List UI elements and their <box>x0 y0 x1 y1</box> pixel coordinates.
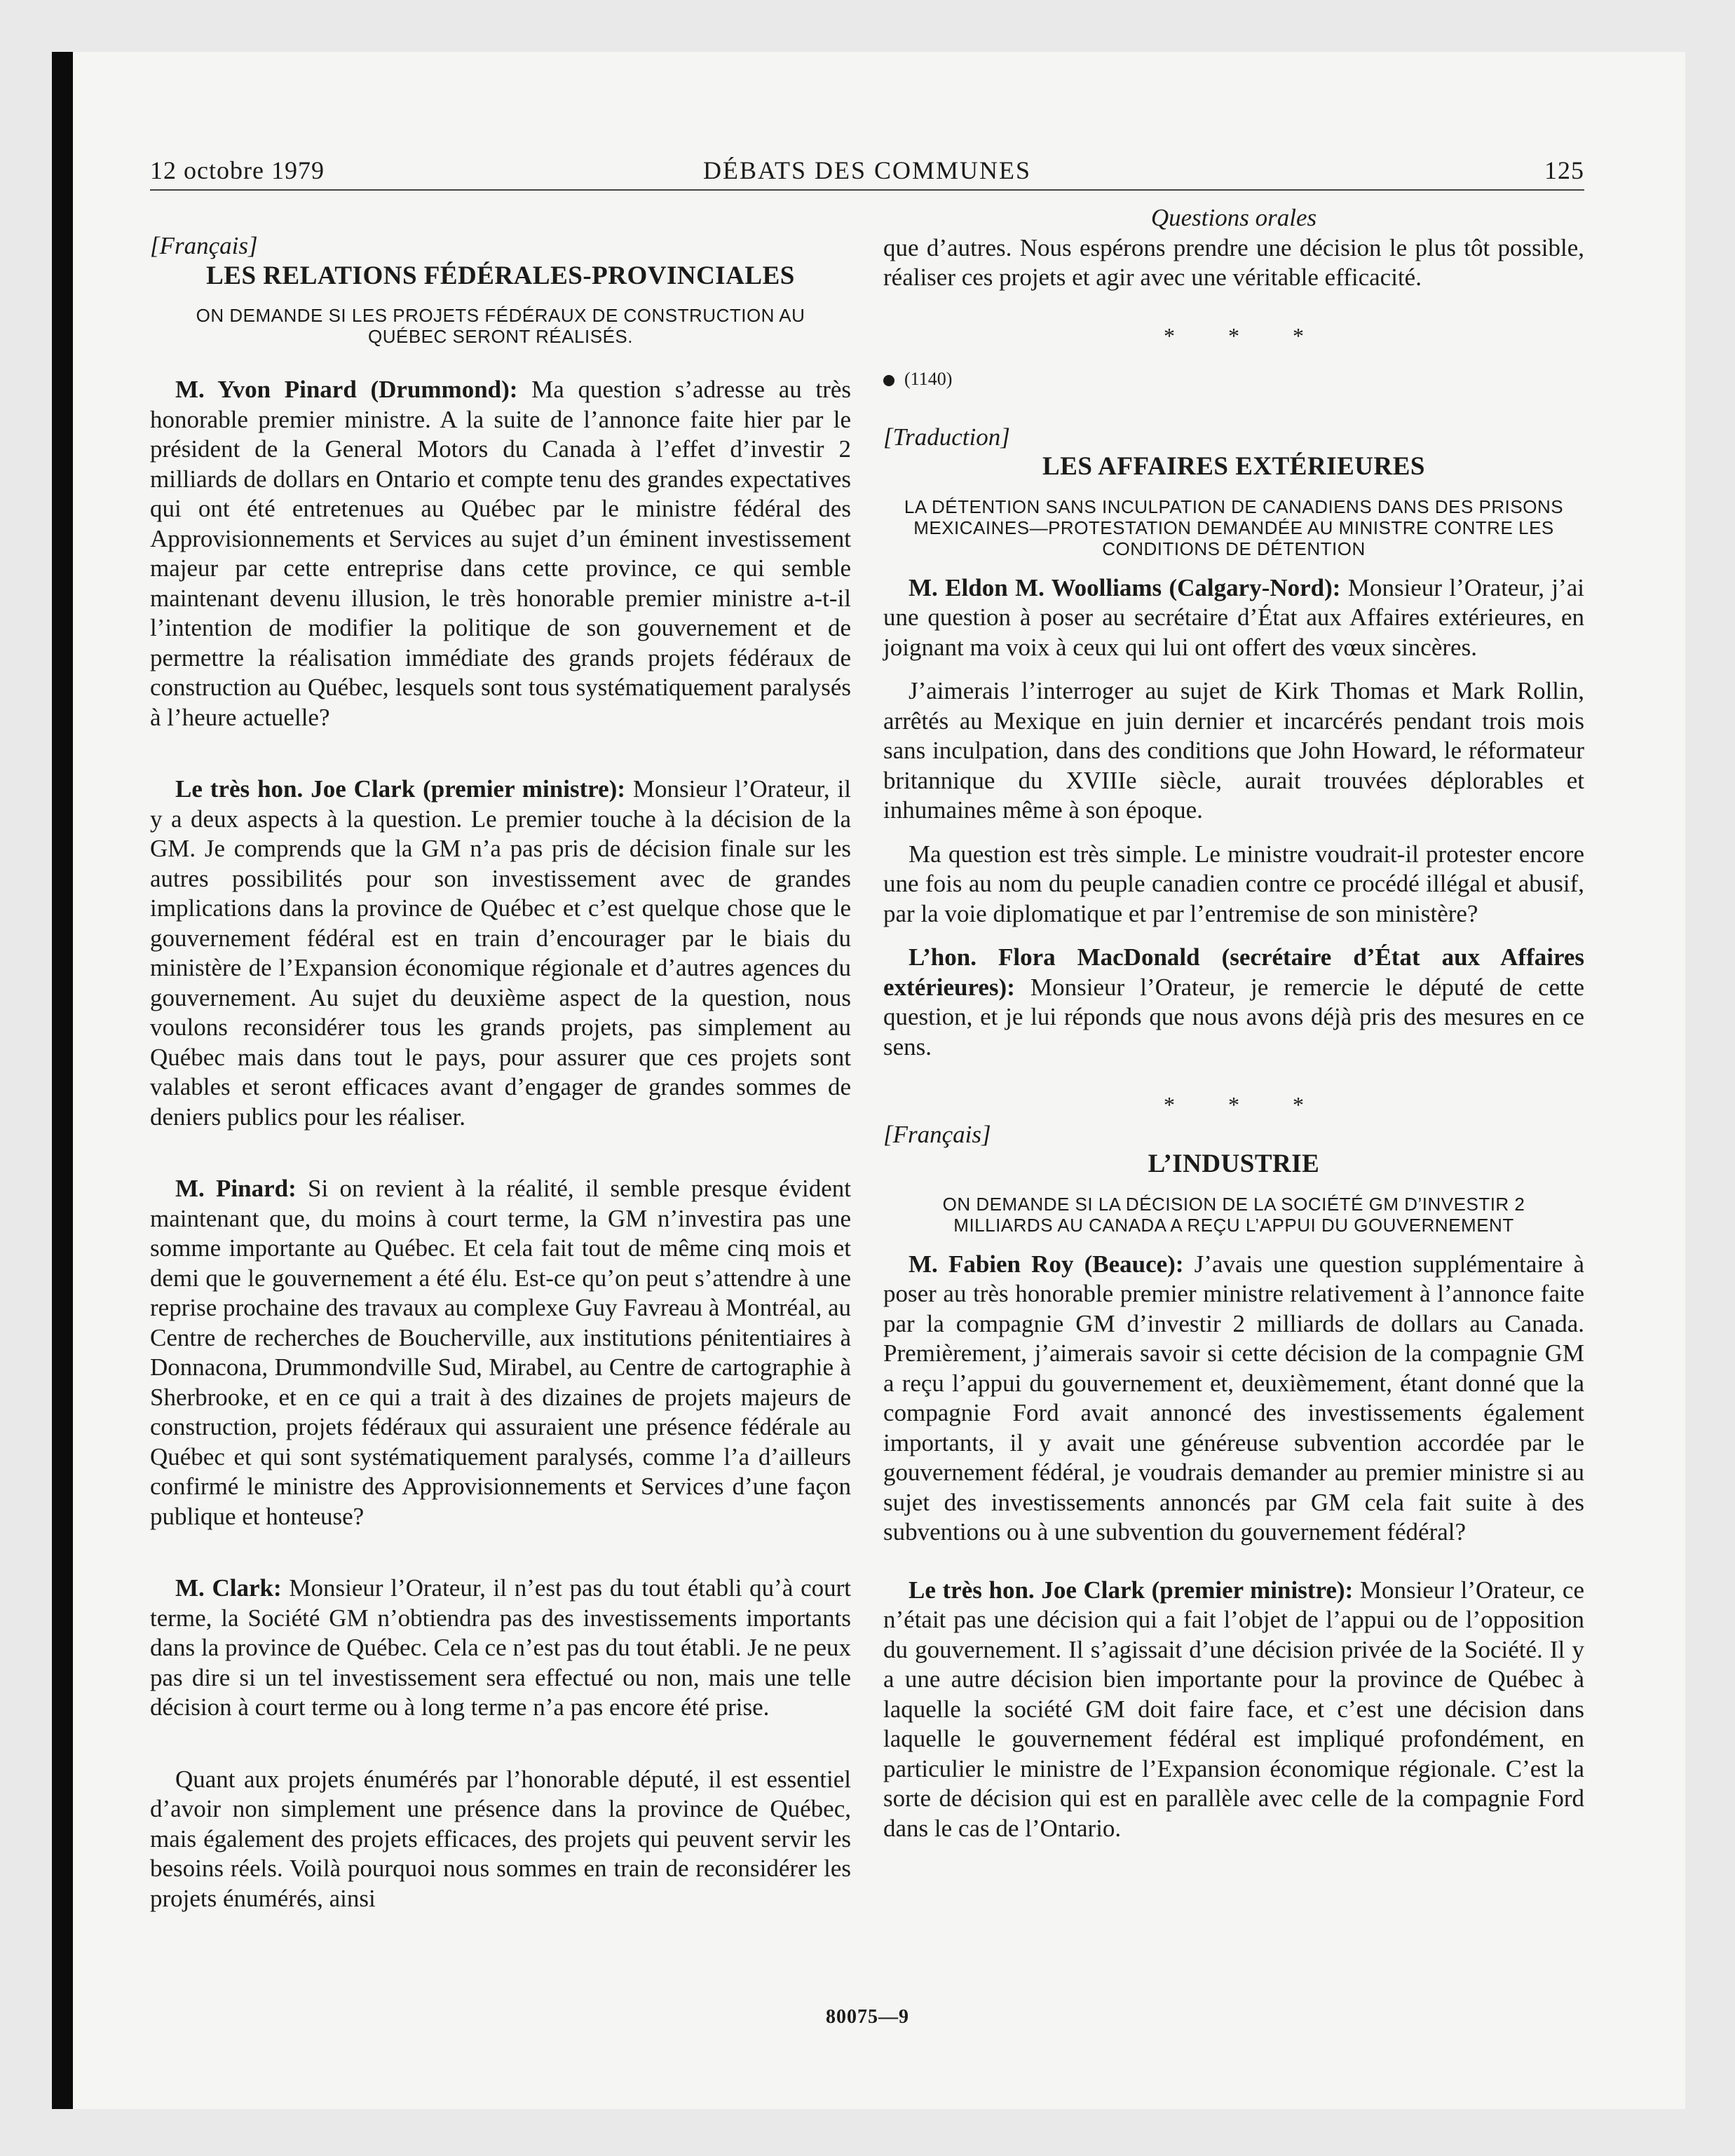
section-separator: * * * <box>1164 1092 1328 1117</box>
speech-paragraph <box>883 943 1584 1062</box>
section-subheading: ON DEMANDE SI LA DÉCISION DE LA SOCIÉTÉ GM D’INVESTIR 2 MILLIARDS AU CANADA A REÇU L’APPUI DU GOUVERNEMENT <box>942 1193 1525 1236</box>
header-date: 12 octobre 1979 <box>150 156 325 184</box>
time-marker-text: (1140) <box>904 369 953 389</box>
speech-text: Ma question s’adresse au très honorable premier ministre. A la suite de l’annonce faite hier par le président de la General Motors du Canada à l’effet d’investir 2 milliards de dollars en Ontario et compte tenu des grandes expectatives qui ont été entretenues au Québec par le ministre fédéral des Approvisionnements et Services au sujet d’un éminent investissement majeur par cette entreprise dans cette province, ce qui semble maintenant devenu illusion, le très honorable premier ministre a-t-il l’intention de modifier la politique de son gouvernement et de permettre la réalisation immédiate des grands projets fédéraux de construction au Québec, lesquels sont tous systématiquement paralysés à l’heure actuelle? <box>150 376 852 731</box>
section-heading: LES AFFAIRES EXTÉRIEURES <box>1042 452 1425 481</box>
speech-paragraph <box>883 840 1584 929</box>
language-tag: [Traduction] <box>883 423 1010 451</box>
section-label: Questions orales <box>1150 204 1317 231</box>
speech-paragraph <box>150 1174 851 1531</box>
speaker-name: Le très hon. Joe Clark (premier ministre): <box>909 1576 1354 1604</box>
right-column <box>883 203 1584 1843</box>
scan-edge <box>52 52 73 2109</box>
speech-text: Monsieur l’Orateur, je remercie le député de cette question, et je lui réponds que nous avons déjà pris des mesures en ce sens. <box>883 973 1584 1060</box>
section-subheading: ON DEMANDE SI LES PROJETS FÉDÉRAUX DE CONSTRUCTION AU QUÉBEC SERONT RÉALISÉS. <box>196 305 805 347</box>
speech-paragraph <box>883 233 1584 293</box>
speech-text: Monsieur l’Orateur, il n’est pas du tout établi qu’à court terme, la Société GM n’obtiendra pas des investissements importants dans la province de Québec. Cela ce n’est pas du tout établi. Je ne peux pas dire si un tel investissement sera effectué ou non, mais une telle décision à court terme ou à long terme n’a pas encore été prise. <box>150 1574 851 1721</box>
section-heading: LES RELATIONS FÉDÉRALES-PROVINCIALES <box>206 261 795 290</box>
speech-paragraph <box>883 1576 1584 1844</box>
speech-paragraph <box>883 676 1584 826</box>
speech-text: Ma question est très simple. Le ministre voudrait-il protester encore une fois au nom du peuple canadien contre ce procédé illégal et abusif, par la voie diplomatique et par l’entremise de son ministère? <box>883 840 1584 927</box>
speech-paragraph <box>150 1574 851 1723</box>
time-marker <box>883 364 1584 395</box>
running-header <box>150 156 1584 191</box>
bullet-dot-icon <box>883 375 894 386</box>
speech-paragraph <box>883 1250 1584 1548</box>
speaker-name: M. Pinard: <box>175 1175 297 1202</box>
speech-text: J’aimerais l’interroger au sujet de Kirk Thomas et Mark Rollin, arrêtés au Mexique en juin dernier et incarcérés pendant trois mois sans inculpation, dans des conditions que John Howard, le réformateur britannique du XVIIIe siècle, aurait trouvées déplorables et inhumaines même à son époque. <box>883 677 1584 824</box>
speech-paragraph <box>150 775 851 1132</box>
speech-paragraph <box>883 573 1584 663</box>
section-heading: L’INDUSTRIE <box>1148 1149 1320 1178</box>
header-title: DÉBATS DES COMMUNES <box>702 156 1032 184</box>
speech-paragraph <box>150 375 851 732</box>
left-column <box>150 203 851 1913</box>
language-tag: [Français] <box>150 232 258 259</box>
speech-text: Monsieur l’Orateur, il y a deux aspects à la question. Le premier touche à la décision de la GM. Je comprends que la GM n’a pas pris de décision finale sur les autres possibilités pour son investissement avec de grandes implications dans la province de Québec et c’est quelque chose que le gouvernement fédéral est en train d’encourager par le biais du ministère de l’Expansion économique régionale et d’autres agences du gouvernement. Au sujet du deuxième aspect de la question, nous voulons reconsidérer tous les grands projets, pas simplement au Québec mais dans tout le pays, pour assurer que ces projets sont valables et seront efficaces avant d’engager de grandes sommes de deniers publics pour les réaliser. <box>150 775 852 1131</box>
section-subheading: LA DÉTENTION SANS INCULPATION DE CANADIENS DANS DES PRISONS MEXICAINES—PROTESTATION DEMANDÉE AU MINISTRE CONTRE LES CONDITIONS DE DÉTENTION <box>904 496 1564 559</box>
speaker-name: Le très hon. Joe Clark (premier ministre): <box>175 775 625 803</box>
speaker-name: M. Fabien Roy (Beauce): <box>909 1250 1184 1278</box>
speech-text: Si on revient à la réalité, il semble presque évident maintenant que, du moins à court terme, la GM n’investira pas une somme importante au Québec. Et cela fait tout de même cinq mois et demi que le gouvernement a été élu. Est-ce qu’on peut s’attendre à une reprise prochaine des travaux au complexe Guy Favreau à Montréal, au Centre de recherches de Boucherville, aux institutions pénitentiaires à Donnacona, Drummondville Sud, Mirabel, au Centre de cartographie à Sherbrooke, et en ce qui a trait à des dizaines de projets majeurs de construction, projets fédéraux qui assuraient une présence fédérale au Québec et qui sont systématiquement paralysés, comme l’a d’ailleurs confirmé le ministre des Approvisionnements et Services d’une façon publique et honteuse? <box>150 1175 852 1530</box>
language-tag: [Français] <box>883 1120 991 1148</box>
speech-paragraph <box>150 1765 851 1914</box>
speech-text: J’avais une question supplémentaire à poser au très honorable premier ministre relativement à l’annonce faite par la compagnie GM d’investir 2 milliards de dollars au Canada. Premièrement, j’aimerais savoir si cette décision de la compagnie GM a reçu l’appui du gouvernement et, deuxièmement, étant donné que la compagnie Ford avait annoncé des investissements également importants, il y avait une généreuse subvention accordée par le gouvernement fédéral, je voudrais demander au premier ministre si au sujet des investissements annoncés par GM cela fait suite à des subventions ou à une subvention du gouvernement fédéral? <box>883 1250 1584 1546</box>
speech-text: Monsieur l’Orateur, j’ai une question à poser au secrétaire d’État aux Affaires extérieures, en joignant ma voix à ceux qui lui ont offert des vœux sincères. <box>883 573 1584 661</box>
speaker-name: M. Eldon M. Woolliams (Calgary-Nord): <box>909 573 1341 601</box>
speaker-name: M. Yvon Pinard (Drummond): <box>175 376 518 403</box>
speaker-name: M. Clark: <box>175 1574 282 1602</box>
speech-text: que d’autres. Nous espérons prendre une décision le plus tôt possible, réaliser ces projets et agir avec une véritable efficacité. <box>883 233 1584 291</box>
speech-text: Monsieur l’Orateur, ce n’était pas une décision qui a fait l’objet de l’appui ou de l’opposition du gouvernement. Il s’agissait d’une décision privée de la Société. Il y a une autre décision bien importante pour la province de Québec à laquelle la société GM doit faire face, et c’est une décision dans laquelle le gouvernement fédéral est impliqué profondément, en particulier le ministre de l’Expansion économique régionale. C’est la sorte de décision qui est en parallèle avec celle de la compagnie Ford dans le cas de l’Ontario. <box>883 1576 1584 1842</box>
header-page-number: 125 <box>1544 156 1584 184</box>
section-separator: * * * <box>1164 322 1328 348</box>
page-folio: 80075—9 <box>826 2006 909 2028</box>
speech-text: Quant aux projets énumérés par l’honorable député, il est essentiel d’avoir non simplement une présence dans la province de Québec, mais également des projets efficaces, des projets qui peuvent servir les besoins réels. Voilà pourquoi nous sommes en train de reconsidérer les projets énumérés, ainsi <box>150 1765 851 1912</box>
speaker-name: L’hon. Flora MacDonald (secrétaire d’État aux Affaires extérieures): <box>883 943 1584 1001</box>
